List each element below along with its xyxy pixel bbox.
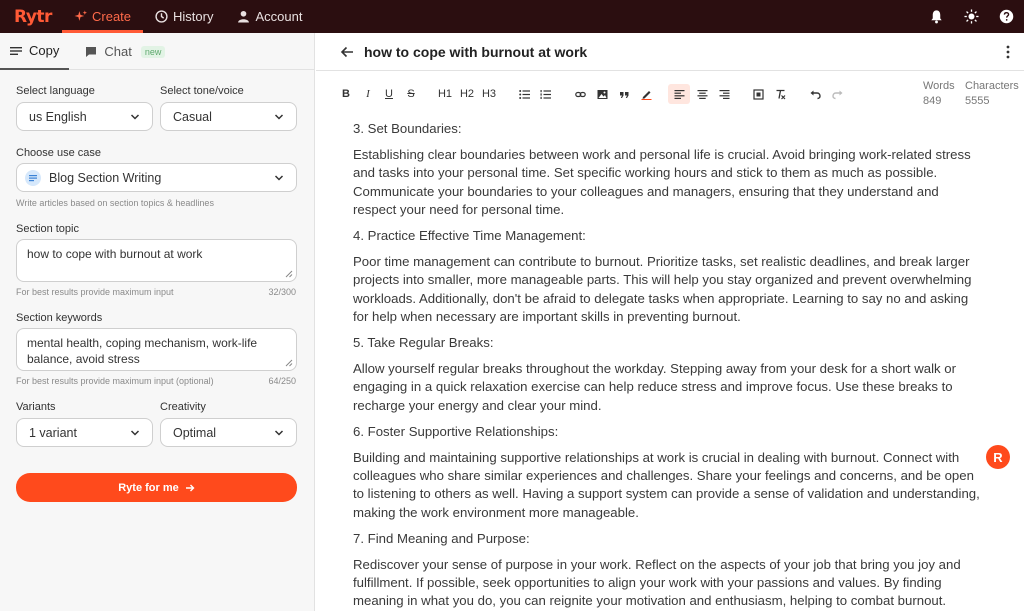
- rytr-logo[interactable]: Rytr: [14, 6, 52, 27]
- character-count: [965, 79, 1019, 109]
- section-paragraph: Allow yourself regular breaks throughout the workday. Stepping away from your desk for a short walk or engaging in a quick relaxation exercise can help reduce stress and improve focus. Use these breaks to recharge your energy and clear your mind.: [353, 361, 957, 413]
- chevron-down-icon: [130, 112, 140, 122]
- section-paragraph: Poor time management can contribute to burnout. Prioritize tasks, set realistic deadlines, and break larger projects into smaller, more manageable parts. This will help you stay organized and prevent overwhelming workloads. Additionally, don't be afraid to delegate tasks when appropriate. Learning to say no and asking for help when necessary are important skills in preventing burnout.: [353, 254, 972, 324]
- new-badge: new: [141, 46, 166, 58]
- section-keywords-hint: For best results provide maximum input (optional): [16, 376, 214, 386]
- image-button[interactable]: [595, 84, 609, 104]
- main-nav: [62, 0, 314, 33]
- use-case-hint: Write articles based on section topics & headlines: [16, 198, 214, 208]
- word-count: [923, 79, 955, 109]
- section-keywords-label: Section keywords: [16, 312, 103, 324]
- highlight-button[interactable]: [639, 84, 653, 104]
- document-icon: [25, 170, 41, 186]
- nav-create[interactable]: [62, 0, 143, 33]
- language-label: Select language: [16, 85, 95, 97]
- redo-icon: [832, 89, 843, 100]
- chevron-down-icon: [274, 428, 284, 438]
- arrow-left-icon[interactable]: [340, 45, 354, 59]
- chevron-down-icon: [274, 112, 284, 122]
- h2-button[interactable]: H2: [459, 88, 475, 100]
- section-topic-hint: For best results provide maximum input: [16, 287, 174, 297]
- section-heading: 5. Take Regular Breaks:: [353, 335, 494, 351]
- variants-select[interactable]: [16, 418, 153, 447]
- document-content[interactable]: [353, 120, 985, 611]
- align-center-button[interactable]: [695, 84, 709, 104]
- underline-button[interactable]: U: [385, 88, 393, 100]
- quote-icon: [619, 89, 630, 100]
- section-heading: 7. Find Meaning and Purpose:: [353, 530, 530, 546]
- h1-button[interactable]: H1: [437, 88, 453, 100]
- variants-label: Variants: [16, 401, 56, 413]
- quote-button[interactable]: [617, 84, 631, 104]
- tab-chat-label: Chat: [104, 44, 132, 59]
- use-case-select[interactable]: [16, 163, 297, 192]
- clock-icon: [155, 10, 168, 23]
- image-icon: [597, 89, 608, 100]
- section-keywords-input[interactable]: [16, 328, 297, 371]
- undo-button[interactable]: [808, 84, 822, 104]
- user-icon: [237, 10, 250, 23]
- ryte-for-me-button[interactable]: [16, 473, 297, 502]
- variants-value: 1 variant: [29, 425, 77, 440]
- clear-format-button[interactable]: [773, 84, 787, 104]
- tab-copy-label: Copy: [29, 43, 60, 58]
- align-left-button[interactable]: [668, 84, 690, 104]
- align-left-icon: [674, 89, 685, 100]
- embed-button[interactable]: [751, 84, 765, 104]
- link-button[interactable]: [573, 84, 587, 104]
- top-bar: [0, 0, 1024, 33]
- characters-label: Characters: [965, 80, 1019, 92]
- chevron-down-icon: [130, 428, 140, 438]
- align-right-icon: [719, 89, 730, 100]
- tab-chat[interactable]: [75, 33, 175, 70]
- lines-icon: [10, 45, 22, 57]
- section-heading: 4. Practice Effective Time Management:: [353, 228, 586, 244]
- language-value: us English: [29, 109, 87, 124]
- align-center-icon: [697, 89, 708, 100]
- align-right-button[interactable]: [717, 84, 731, 104]
- use-case-value: Blog Section Writing: [49, 170, 162, 185]
- sidebar-tabs: [0, 33, 314, 70]
- section-heading: 3. Set Boundaries:: [353, 121, 462, 136]
- undo-icon: [810, 89, 821, 100]
- link-icon: [575, 89, 586, 100]
- more-options-icon[interactable]: [1006, 45, 1010, 59]
- tab-copy[interactable]: [0, 33, 69, 70]
- section-topic-input[interactable]: [16, 239, 297, 282]
- tone-label: Select tone/voice: [160, 85, 244, 97]
- nav-create-label: Create: [92, 9, 132, 24]
- ryte-for-me-label: Ryte for me: [118, 481, 179, 494]
- nav-account-label: Account: [255, 9, 303, 24]
- top-right-actions: [929, 9, 1014, 24]
- sun-icon[interactable]: [964, 9, 979, 24]
- document-title[interactable]: how to cope with burnout at work: [364, 43, 588, 60]
- section-heading: 6. Foster Supportive Relationships:: [353, 423, 559, 439]
- use-case-label: Choose use case: [16, 147, 101, 159]
- language-select[interactable]: [16, 102, 153, 131]
- pen-icon: [641, 89, 652, 100]
- section-keywords-value: mental health, coping mechanism, work-life balance, avoid stress: [27, 336, 258, 366]
- section-paragraph: Rediscover your sense of purpose in your work. Reflect on the aspects of your job that bring you joy and fulfillment. If possible, seek opportunities to align your work with your passions and values. By finding meaning in what you do, you can reignite your motivation and enthusiasm, helping to combat burnout.: [353, 557, 961, 609]
- bold-button[interactable]: B: [342, 88, 350, 100]
- numbered-list-button[interactable]: [538, 84, 552, 104]
- creativity-select[interactable]: [160, 418, 297, 447]
- bullet-list-button[interactable]: [517, 84, 531, 104]
- tone-value: Casual: [173, 109, 212, 124]
- nav-history-label: History: [173, 9, 214, 24]
- strikethrough-button[interactable]: S: [407, 88, 415, 100]
- section-topic-value: how to cope with burnout at work: [27, 247, 203, 261]
- resize-handle-icon[interactable]: [285, 359, 293, 367]
- characters-value: 5555: [965, 95, 990, 107]
- creativity-value: Optimal: [173, 425, 217, 440]
- frame-icon: [753, 89, 764, 100]
- nav-account[interactable]: [225, 0, 314, 33]
- section-paragraph: Establishing clear boundaries between work and personal life is crucial. Avoid bringing work-related stress and tasks into your personal time. Set specific working hours and stick to them as much as possible. Communicate your boundaries to your colleagues and managers, ensuring that they understand and respect your need for personal time.: [353, 147, 971, 217]
- nav-history[interactable]: [143, 0, 225, 33]
- bell-icon[interactable]: [929, 9, 944, 24]
- section-topic-label: Section topic: [16, 223, 79, 235]
- creativity-label: Creativity: [160, 401, 206, 413]
- section-topic-count: 32/300: [268, 287, 296, 297]
- sparkle-icon: [74, 10, 87, 23]
- chevron-down-icon: [274, 173, 284, 183]
- rytr-assistant-button[interactable]: R: [986, 445, 1010, 469]
- redo-button[interactable]: [830, 84, 844, 104]
- numbered-list-icon: [540, 89, 551, 100]
- words-value: 849: [923, 95, 942, 107]
- section-keywords-count: 64/250: [268, 376, 296, 386]
- bullet-list-icon: [519, 89, 530, 100]
- italic-button[interactable]: I: [366, 88, 370, 100]
- clear-format-icon: [775, 89, 786, 100]
- resize-handle-icon[interactable]: [285, 270, 293, 278]
- help-icon[interactable]: [999, 9, 1014, 24]
- h3-button[interactable]: H3: [481, 88, 497, 100]
- section-paragraph: Building and maintaining supportive relationships at work is crucial in dealing with burnout. Connect with colleagues who share similar experiences and challenges. Share your feelings and concerns, and be open to listening to others as well. Having a support system can provide a sense of validation and understanding, making the work environment more manageable.: [353, 450, 980, 520]
- editor-header: [316, 33, 1024, 71]
- words-label: Words: [923, 80, 955, 92]
- tone-select[interactable]: [160, 102, 297, 131]
- chat-icon: [85, 46, 97, 58]
- arrow-right-icon: [185, 483, 195, 493]
- editor-toolbar: [316, 72, 1024, 116]
